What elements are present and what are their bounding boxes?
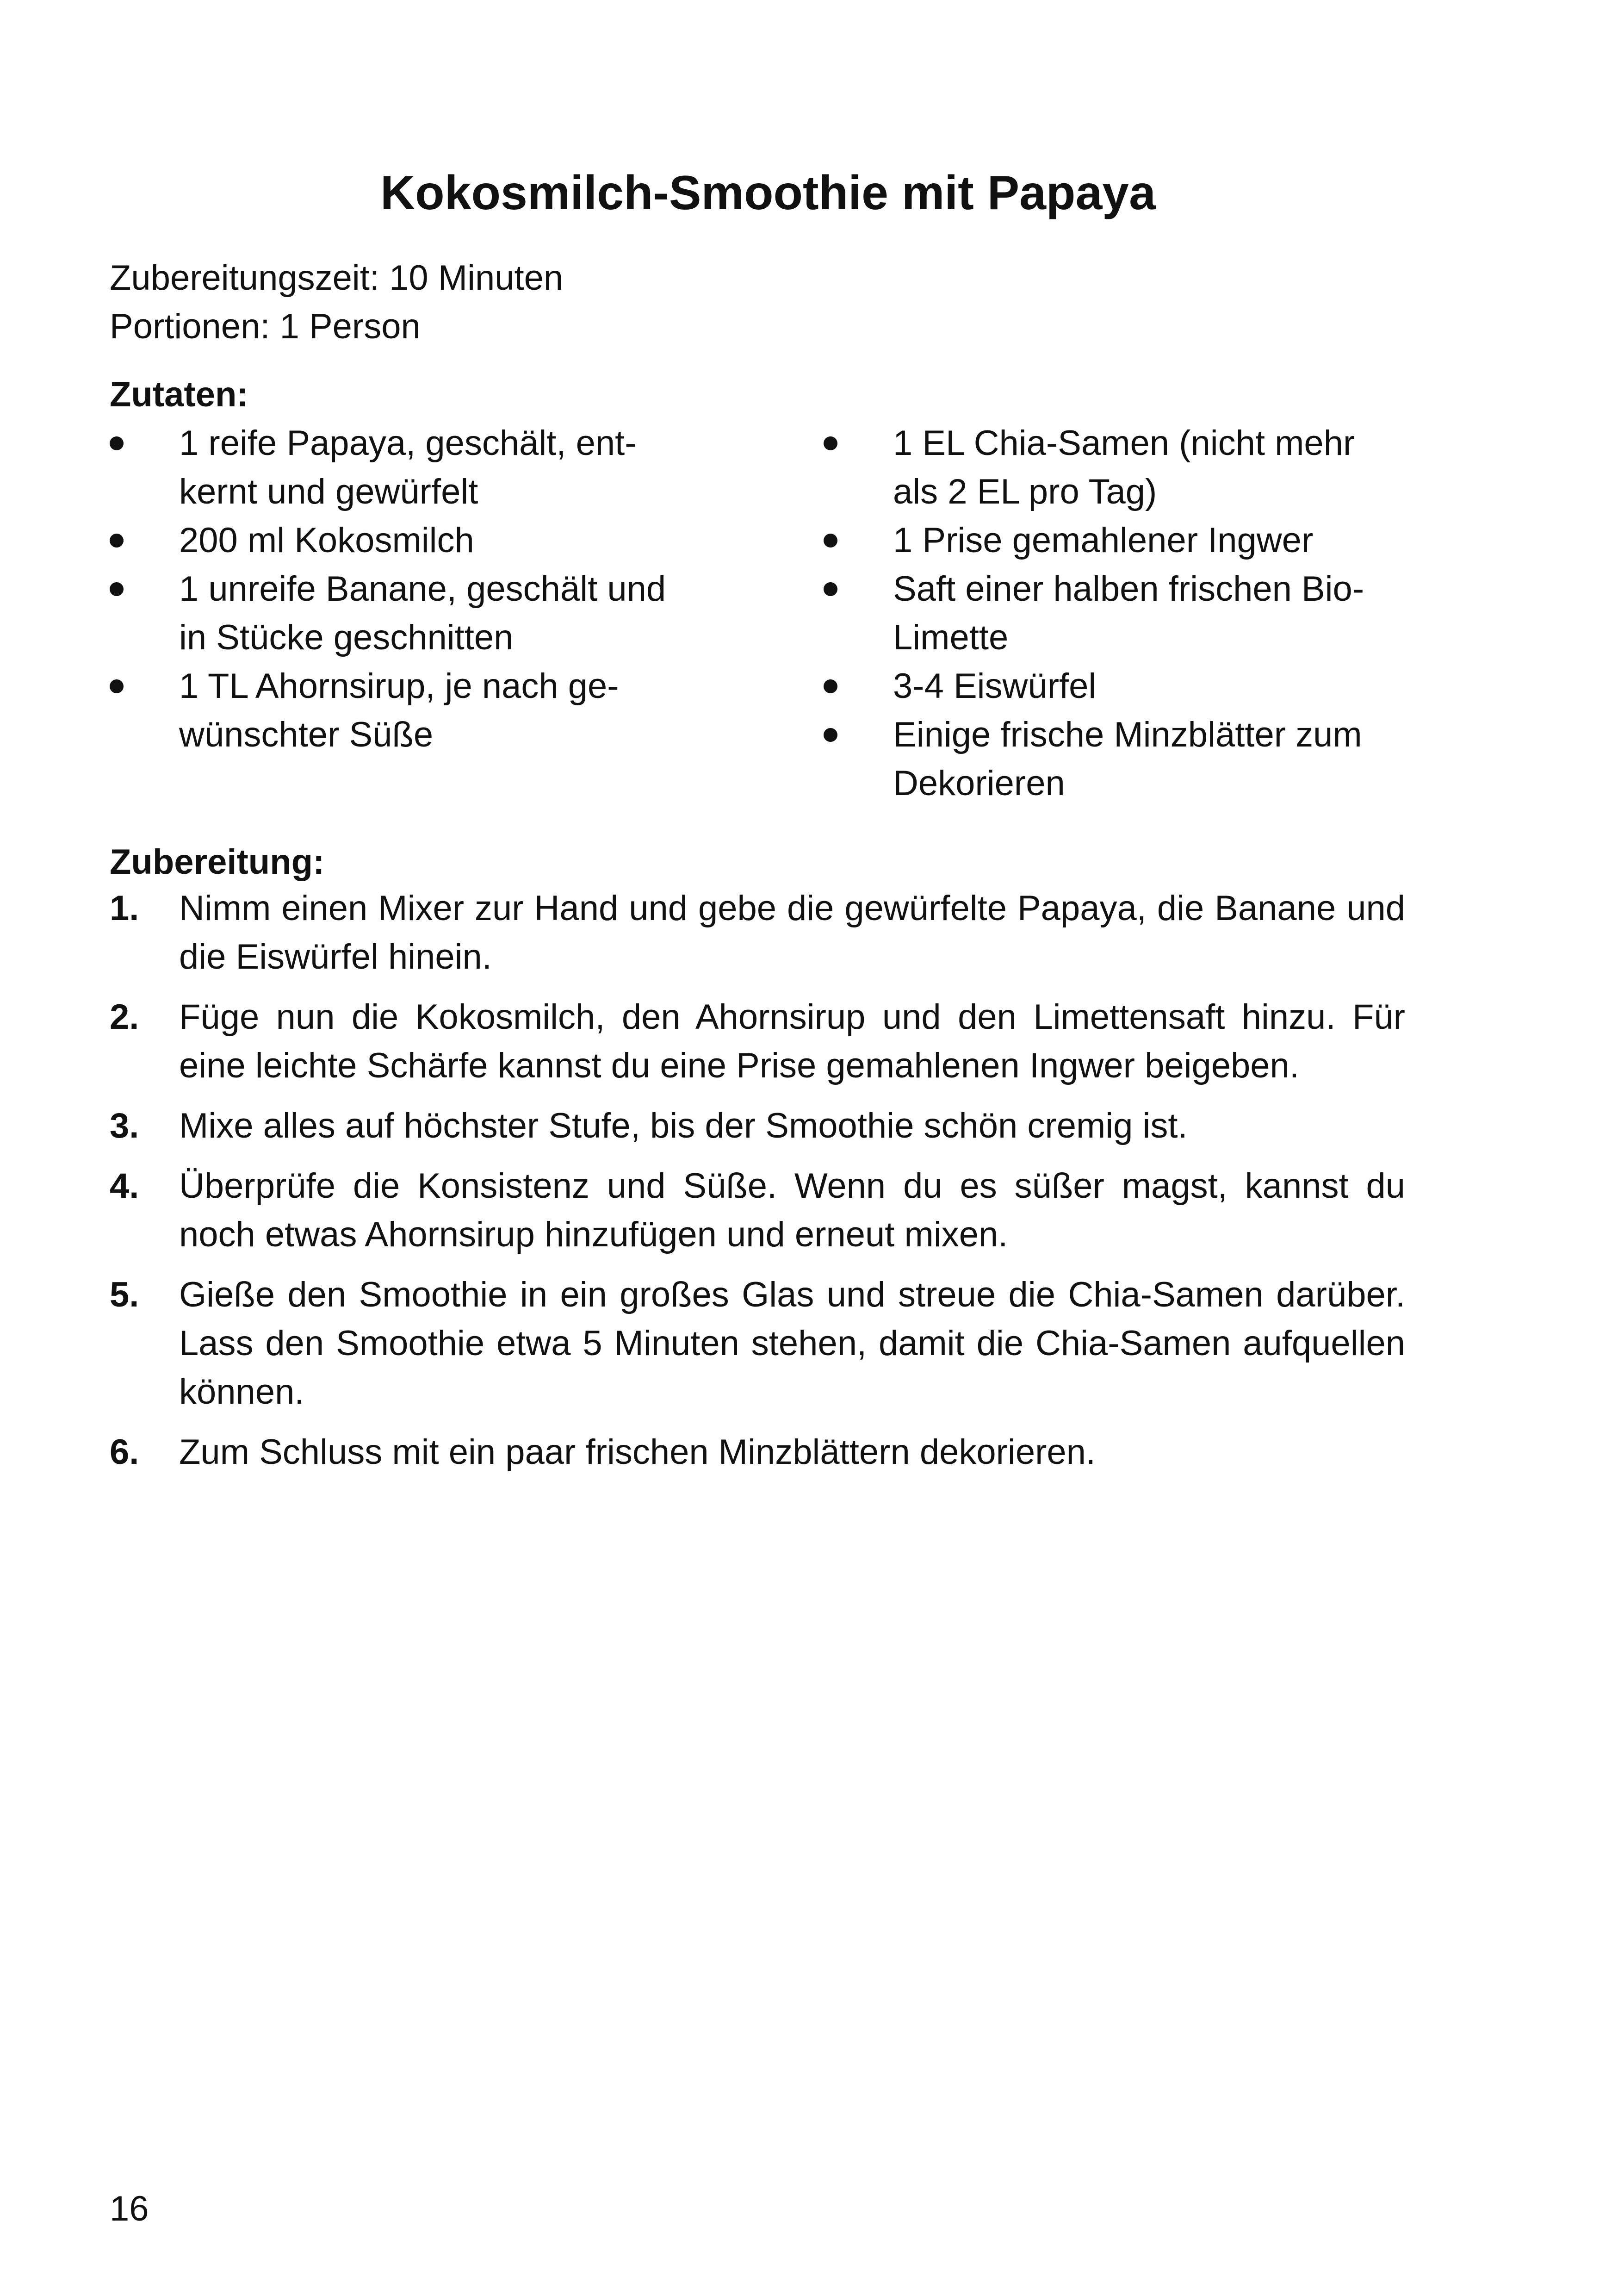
ingredient-item: Saft einer halben frischen Bio- Limette bbox=[893, 569, 1364, 657]
ingredient-item: 3-4 Eiswürfel bbox=[893, 666, 1097, 706]
step-text: Überprüfe die Konsistenz und Süße. Wenn du es süßer magst, kannst du noch etwas Ahornsirup hinzufügen und erneut mixen. bbox=[179, 1166, 1405, 1254]
ingredient-item: 1 reife Papaya, geschält, ent- kernt und gewürfelt bbox=[179, 423, 637, 511]
step-text: Mixe alles auf höchster Stufe, bis der Smoothie schön cremig ist. bbox=[179, 1106, 1188, 1145]
step-number: 3. bbox=[110, 1106, 139, 1145]
step-number: 6. bbox=[110, 1432, 139, 1472]
ingredient-item: Einige frische Minzblätter zum Dekorieren bbox=[893, 715, 1362, 803]
step-text: Zum Schluss mit ein paar frischen Minzblättern dekorieren. bbox=[179, 1432, 1096, 1472]
ingredient-item: 200 ml Kokosmilch bbox=[179, 521, 474, 560]
step-item bbox=[110, 1270, 1405, 1416]
step-number: 4. bbox=[110, 1166, 139, 1206]
step-text: Füge nun die Kokosmilch, den Ahornsirup und den Limettensaft hinzu. Für eine leichte Schärfe kannst du eine Prise gemahlenen Ingwer beigeben. bbox=[179, 997, 1405, 1085]
step-item bbox=[110, 1162, 1405, 1259]
step-number: 1. bbox=[110, 889, 139, 928]
ingredient-item: 1 TL Ahornsirup, je nach ge- wünschter Süße bbox=[179, 666, 619, 754]
preparation-steps bbox=[110, 884, 1405, 1488]
step-item bbox=[110, 993, 1405, 1090]
step-item bbox=[110, 884, 1405, 981]
step-item bbox=[110, 1101, 1405, 1150]
recipe-meta bbox=[110, 254, 563, 351]
ingredient-item: 1 EL Chia-Samen (nicht mehr als 2 EL pro Tag) bbox=[893, 423, 1355, 511]
step-number: 5. bbox=[110, 1275, 139, 1314]
step-text: Gieße den Smoothie in ein großes Glas und streue die Chia-Samen darüber. Lass den Smoothie etwa 5 Minuten stehen, damit die Chia-Samen aufquellen können. bbox=[179, 1275, 1405, 1412]
step-item bbox=[110, 1428, 1405, 1476]
ingredient-item: 1 Prise gemahlener Ingwer bbox=[893, 521, 1314, 560]
servings: Portionen: 1 Person bbox=[110, 307, 421, 346]
prep-time: Zubereitungszeit: 10 Minuten bbox=[110, 258, 564, 298]
step-number: 2. bbox=[110, 997, 139, 1037]
preparation-heading: Zubereitung: bbox=[110, 842, 325, 882]
ingredient-item: 1 unreife Banane, geschält und in Stücke geschnitten bbox=[179, 569, 666, 657]
ingredients-list-right bbox=[824, 419, 1407, 808]
ingredients-list-left bbox=[110, 419, 693, 759]
recipe-title: Kokosmilch-Smoothie mit Papaya bbox=[380, 166, 1156, 220]
step-text: Nimm einen Mixer zur Hand und gebe die gewürfelte Papaya, die Banane und die Eiswürfel hinein. bbox=[179, 889, 1405, 977]
ingredients-heading: Zutaten: bbox=[110, 375, 248, 414]
page-number: 16 bbox=[110, 2189, 149, 2228]
